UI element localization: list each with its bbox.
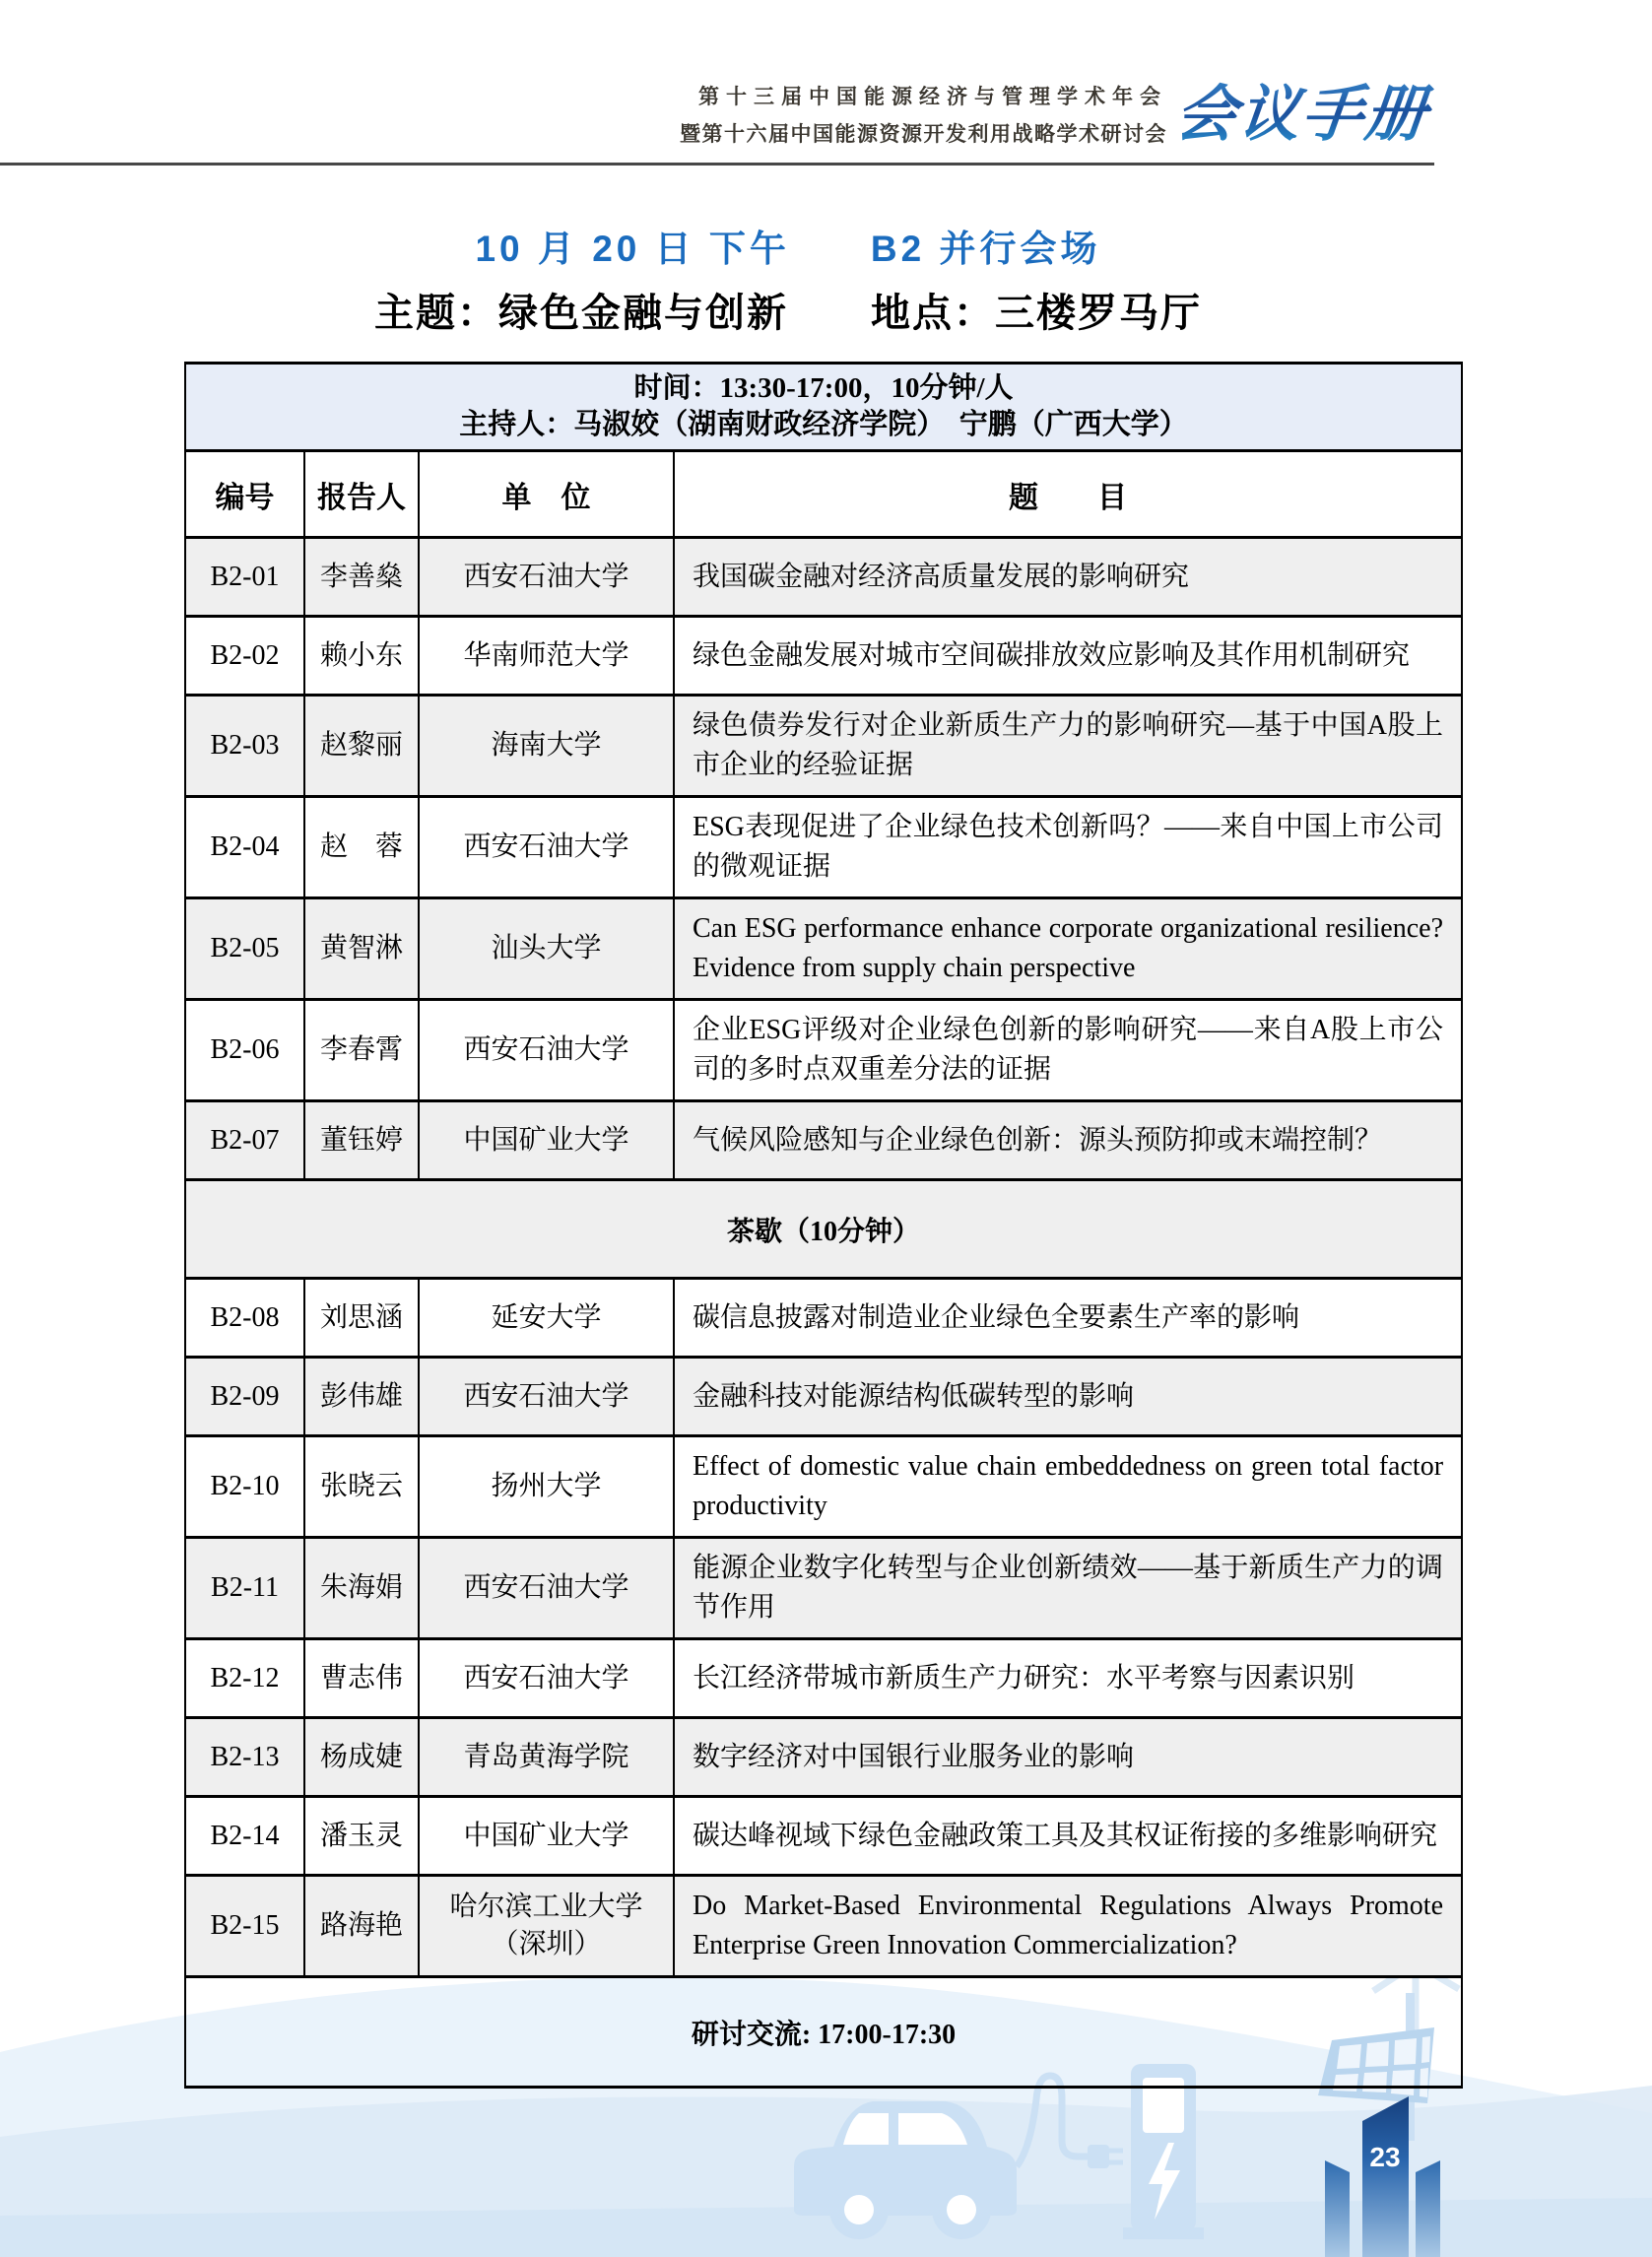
- cell-speaker-name: 潘玉灵: [304, 1797, 419, 1876]
- cell-session-id: B2-11: [185, 1538, 304, 1639]
- cell-session-id: B2-10: [185, 1436, 304, 1538]
- session-info-cell: [185, 364, 1462, 451]
- charging-station-icon: [1123, 2064, 1204, 2239]
- cell-affiliation: 西安石油大学: [419, 1639, 674, 1718]
- cell-session-id: B2-04: [185, 797, 304, 898]
- cell-speaker-name: 李春霄: [304, 1000, 419, 1101]
- cell-session-id: B2-09: [185, 1358, 304, 1436]
- cell-affiliation: 西安石油大学: [419, 1358, 674, 1436]
- cell-paper-title: Effect of domestic value chain embeddedness on green total factor productivity: [674, 1436, 1462, 1538]
- cell-paper-title: 绿色金融发展对城市空间碳排放效应影响及其作用机制研究: [674, 617, 1462, 696]
- break-row: [185, 1180, 1462, 1279]
- cell-paper-title: 碳信息披露对制造业企业绿色全要素生产率的影响: [674, 1279, 1462, 1358]
- cell-paper-title: 数字经济对中国银行业服务业的影响: [674, 1718, 1462, 1797]
- closing-row: [185, 1977, 1462, 2088]
- cell-affiliation: 中国矿业大学: [419, 1101, 674, 1180]
- session-row: [185, 1718, 1462, 1797]
- session-table-head-static: [185, 364, 1462, 538]
- cell-affiliation: 青岛黄海学院: [419, 1718, 674, 1797]
- session-date-title: 10 月 20 日 下午 B2 并行会场: [475, 229, 1101, 269]
- session-row: [185, 1538, 1462, 1639]
- session-moderators: 主持人：马淑姣（湖南财政经济学院） 宁鹏（广西大学）: [459, 409, 1188, 440]
- cell-paper-title: 能源企业数字化转型与企业创新绩效——基于新质生产力的调节作用: [674, 1538, 1462, 1639]
- cell-speaker-name: 朱海娟: [304, 1538, 419, 1639]
- cell-paper-title: 碳达峰视域下绿色金融政策工具及其权证衔接的多维影响研究: [674, 1797, 1462, 1876]
- session-row: [185, 1279, 1462, 1358]
- cell-paper-title: 企业ESG评级对企业绿色创新的影响研究——来自A股上市公司的多时点双重差分法的证据: [674, 1000, 1462, 1101]
- cell-paper-title: Do Market-Based Environmental Regulations Always Promote Enterprise Green Innovation Commercialization?: [674, 1876, 1462, 1977]
- session-row: [185, 538, 1462, 617]
- cell-affiliation: 汕头大学: [419, 898, 674, 1000]
- session-row: [185, 696, 1462, 797]
- session-row: [185, 1101, 1462, 1180]
- cell-session-id: B2-15: [185, 1876, 304, 1977]
- cell-paper-title: Can ESG performance enhance corporate organizational resilience? Evidence from supply chain perspective: [674, 898, 1462, 1000]
- page-header: [680, 81, 1167, 148]
- cell-session-id: B2-13: [185, 1718, 304, 1797]
- building-bar-left: [1325, 2160, 1350, 2257]
- cell-affiliation: 华南师范大学: [419, 617, 674, 696]
- cell-paper-title: 金融科技对能源结构低碳转型的影响: [674, 1358, 1462, 1436]
- cell-speaker-name: 董钰婷: [304, 1101, 419, 1180]
- cell-paper-title: 绿色债券发行对企业新质生产力的影响研究—基于中国A股上市企业的经验证据: [674, 696, 1462, 797]
- page-number: 23: [1369, 2142, 1401, 2172]
- session-row: [185, 898, 1462, 1000]
- cell-affiliation: 中国矿业大学: [419, 1797, 674, 1876]
- closing-cell: 研讨交流: 17:00-17:30: [185, 1977, 1462, 2088]
- cell-speaker-name: 杨成婕: [304, 1718, 419, 1797]
- cell-paper-title: 长江经济带城市新质生产力研究：水平考察与因素识别: [674, 1639, 1462, 1718]
- cell-session-id: B2-02: [185, 617, 304, 696]
- break-cell: 茶歇（10分钟）: [185, 1180, 1462, 1279]
- header-rule: [0, 163, 1434, 166]
- handbook-logo: 会议手册: [1171, 65, 1446, 153]
- cell-speaker-name: 路海艳: [304, 1876, 419, 1977]
- cell-session-id: B2-07: [185, 1101, 304, 1180]
- cell-speaker-name: 张晓云: [304, 1436, 419, 1538]
- cell-speaker-name: 赖小东: [304, 617, 419, 696]
- column-header-title: 题 目: [674, 451, 1462, 538]
- cell-session-id: B2-14: [185, 1797, 304, 1876]
- cell-session-id: B2-05: [185, 898, 304, 1000]
- cell-speaker-name: 曹志伟: [304, 1639, 419, 1718]
- cell-paper-title: 我国碳金融对经济高质量发展的影响研究: [674, 538, 1462, 617]
- cell-speaker-name: 刘思涵: [304, 1279, 419, 1358]
- session-row: [185, 617, 1462, 696]
- session-info-row: [185, 364, 1462, 451]
- session-row: [185, 1436, 1462, 1538]
- cell-affiliation: 海南大学: [419, 696, 674, 797]
- cell-affiliation: 西安石油大学: [419, 538, 674, 617]
- cell-session-id: B2-06: [185, 1000, 304, 1101]
- column-header-affiliation: 单 位: [419, 451, 674, 538]
- column-header-row: [185, 451, 1462, 538]
- cell-affiliation: 哈尔滨工业大学（深圳）: [419, 1876, 674, 1977]
- session-row: [185, 1797, 1462, 1876]
- cell-session-id: B2-08: [185, 1279, 304, 1358]
- cell-session-id: B2-12: [185, 1639, 304, 1718]
- session-time: 时间：13:30-17:00，10分钟/人: [633, 372, 1014, 404]
- cell-affiliation: 西安石油大学: [419, 1538, 674, 1639]
- session-row: [185, 1639, 1462, 1718]
- cell-affiliation: 扬州大学: [419, 1436, 674, 1538]
- cell-affiliation: 延安大学: [419, 1279, 674, 1358]
- cell-affiliation: 西安石油大学: [419, 1000, 674, 1101]
- cell-speaker-name: 彭伟雄: [304, 1358, 419, 1436]
- conference-title-line1: 第十三届中国能源经济与管理学术年会: [698, 86, 1167, 108]
- session-row: [185, 1358, 1462, 1436]
- session-row: [185, 797, 1462, 898]
- cell-session-id: B2-03: [185, 696, 304, 797]
- cell-speaker-name: 李善燊: [304, 538, 419, 617]
- cell-speaker-name: 赵黎丽: [304, 696, 419, 797]
- cell-affiliation: 西安石油大学: [419, 797, 674, 898]
- session-row: [185, 1000, 1462, 1101]
- cell-paper-title: ESG表现促进了企业绿色技术创新吗？——来自中国上市公司的微观证据: [674, 797, 1462, 898]
- column-header-id: 编号: [185, 451, 304, 538]
- session-schedule-table: [184, 362, 1463, 2089]
- cell-paper-title: 气候风险感知与企业绿色创新：源头预防抑或末端控制？: [674, 1101, 1462, 1180]
- building-pillar-main: [1362, 2096, 1409, 2257]
- session-table-body: [185, 538, 1462, 2088]
- conference-title-line2: 暨第十六届中国能源资源开发利用战略学术研讨会: [680, 123, 1167, 146]
- cell-speaker-name: 赵 蓉: [304, 797, 419, 898]
- cell-speaker-name: 黄智淋: [304, 898, 419, 1000]
- column-header-speaker: 报告人: [304, 451, 419, 538]
- session-row: [185, 1876, 1462, 1977]
- cell-session-id: B2-01: [185, 538, 304, 617]
- building-bar-right: [1416, 2160, 1440, 2257]
- session-topic-title: 主题：绿色金融与创新 地点：三楼罗马厅: [374, 292, 1202, 335]
